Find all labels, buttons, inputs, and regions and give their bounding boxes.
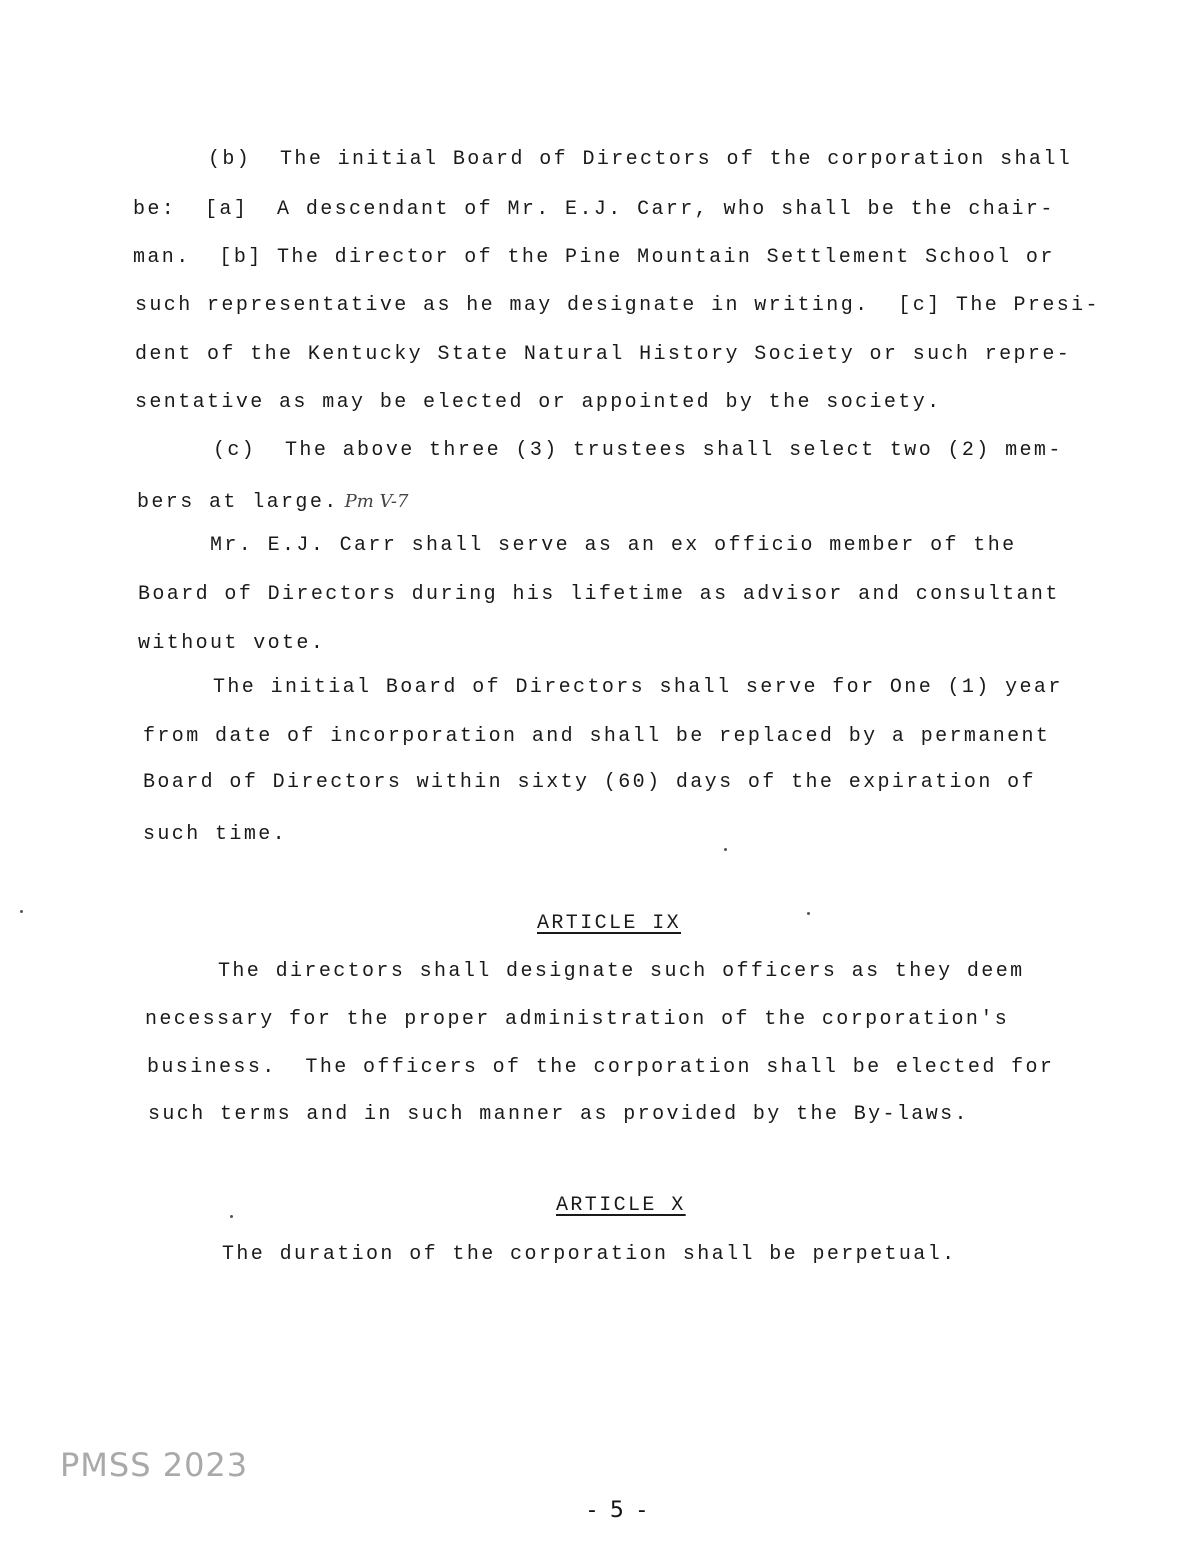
page-number: - 5 -	[588, 1498, 646, 1523]
scan-speck	[20, 910, 23, 913]
text-line: from date of incorporation and shall be replaced by a permanent	[143, 725, 1051, 748]
text-line: Board of Directors during his lifetime as advisor and consultant	[138, 583, 1060, 606]
handwritten-note: Pm V-7	[344, 491, 409, 512]
text-line: (b) The initial Board of Directors of the corporation shall	[208, 148, 1073, 171]
text-line: The directors shall designate such officers as they deem	[218, 960, 1025, 983]
text-line: be: [a] A descendant of Mr. E.J. Carr, who shall be the chair-	[133, 198, 1055, 221]
text-line: sentative as may be elected or appointed by the society.	[135, 391, 942, 414]
text-line: Mr. E.J. Carr shall serve as an ex officio member of the	[210, 534, 1017, 557]
scan-speck	[807, 912, 810, 915]
text-line: necessary for the proper administration of the corporation's	[145, 1008, 1010, 1031]
scan-speck	[724, 848, 727, 851]
text-line: The initial Board of Directors shall serve for One (1) year	[213, 676, 1063, 699]
text-line: (c) The above three (3) trustees shall select two (2) mem-	[213, 439, 1063, 462]
text-line: without vote.	[138, 632, 326, 655]
scan-speck	[230, 1215, 233, 1218]
text-line: man. [b] The director of the Pine Mountain Settlement School or	[133, 246, 1055, 269]
text-line: such time.	[143, 823, 288, 846]
article-x-heading: ARTICLE X	[556, 1194, 686, 1217]
watermark: PMSS 2023	[60, 1446, 249, 1484]
text-line-content: bers at large.	[137, 491, 339, 514]
text-line: The duration of the corporation shall be perpetual.	[222, 1243, 957, 1266]
text-line: such terms and in such manner as provided by the By-laws.	[148, 1103, 969, 1126]
text-line: dent of the Kentucky State Natural History Society or such repre-	[135, 343, 1072, 366]
text-line: such representative as he may designate in writing. [c] The Presi-	[135, 294, 1100, 317]
text-line: business. The officers of the corporation shall be elected for	[147, 1056, 1055, 1079]
text-line: Board of Directors within sixty (60) days of the expiration of	[143, 771, 1036, 794]
text-line	[137, 488, 408, 517]
article-ix-heading: ARTICLE IX	[537, 912, 682, 935]
